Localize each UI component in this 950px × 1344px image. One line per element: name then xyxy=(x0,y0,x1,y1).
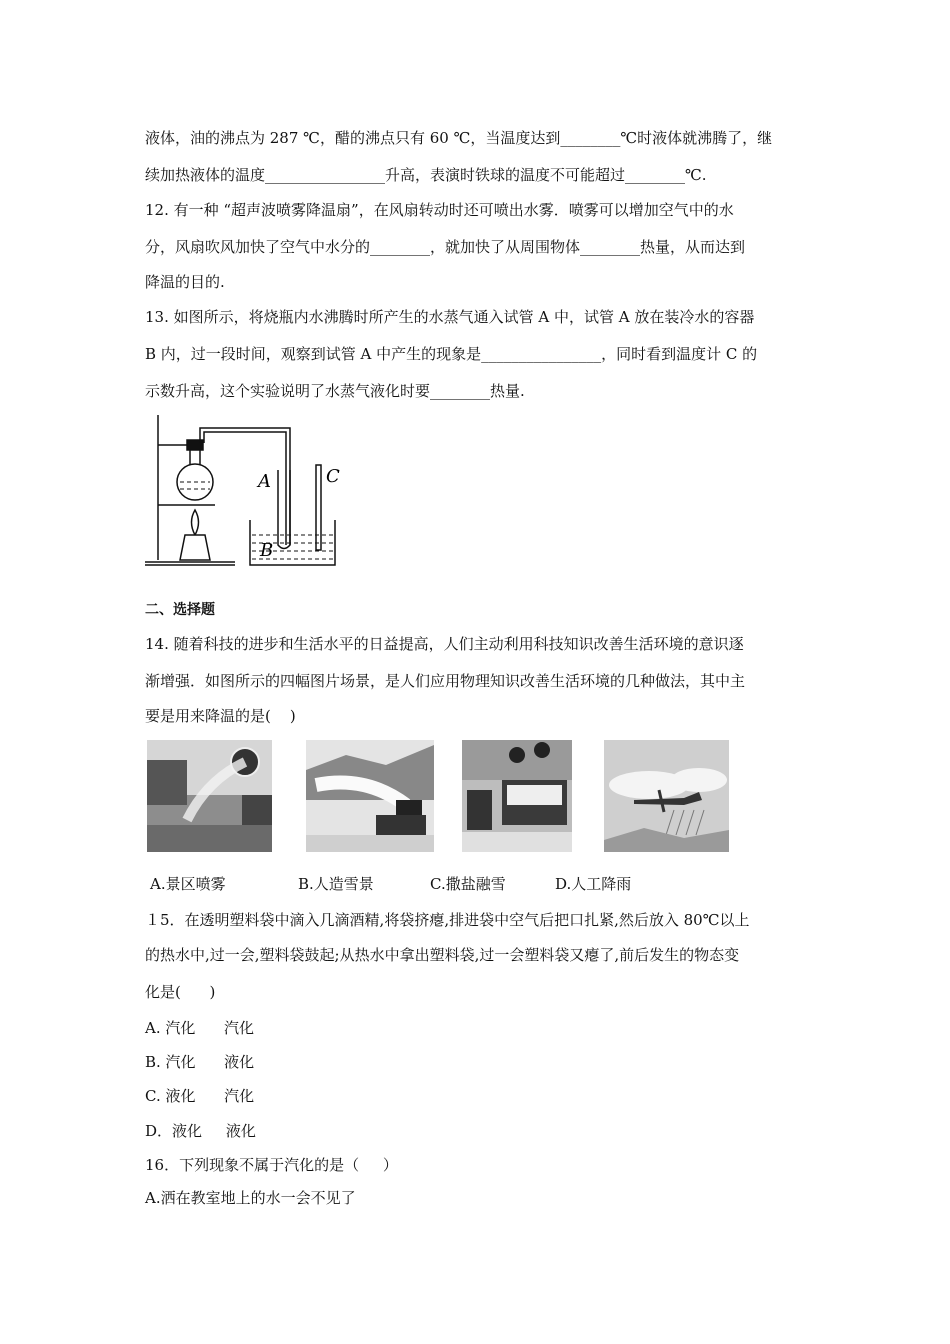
q15-option-c: C. 液化 汽化 xyxy=(145,1087,255,1105)
q12-line-3: 降温的目的. xyxy=(145,273,225,291)
option-d-caption: D.人工降雨 xyxy=(555,875,632,893)
label-a: A xyxy=(258,471,271,492)
q13-line-1: 13. 如图所示，将烧瓶内水沸腾时所产生的水蒸气通入试管 A 中，试管 A 放在装冷水的容器 xyxy=(145,308,755,326)
q12-line-1: 12. 有一种 “超声波喷雾降温扇”，在风扇转动时还可喷出水雾．喷雾可以增加空气中的水 xyxy=(145,201,734,219)
q12-line-2: 分，风扇吹风加快了空气中水分的________，就加快了从周围物体________热量，从而达到 xyxy=(145,238,746,256)
q15-option-b: B. 汽化 液化 xyxy=(145,1053,255,1071)
q14-line-3: 要是用来降温的是( ) xyxy=(145,707,296,725)
q15-line-1: １5．在透明塑料袋中滴入几滴酒精,将袋挤瘪,排进袋中空气后把口扎紧,然后放入 80℃以上 xyxy=(145,911,750,929)
q14-line-2: 渐增强．如图所示的四幅图片场景，是人们应用物理知识改善生活环境的几种做法，其中主 xyxy=(145,672,746,690)
option-a-caption: A.景区喷雾 xyxy=(150,875,226,893)
option-c-caption: C.撒盐融雪 xyxy=(430,875,506,893)
q15-option-a: A. 汽化 汽化 xyxy=(145,1019,254,1037)
label-b: B xyxy=(260,540,274,561)
snow-cannon-photo xyxy=(306,740,434,852)
q13-line-2: B 内，过一段时间，观察到试管 A 中产生的现象是________________，同时看到温度计 C 的 xyxy=(145,345,758,363)
q16-stem: 16．下列现象不属于汽化的是（ ） xyxy=(145,1156,398,1174)
q11-line-2: 续加热液体的温度________________升高，表演时铁球的温度不可能超过________℃. xyxy=(145,166,707,184)
q13-line-3: 示数升高，这个实验说明了水蒸气液化时要________热量. xyxy=(145,382,525,400)
label-c: C xyxy=(326,466,340,487)
q11-line-1: 液体，油的沸点为 287 ℃，醋的沸点只有 60 ℃，当温度达到________℃时液体就沸腾了，继 xyxy=(145,129,773,147)
mist-spray-photo xyxy=(147,740,272,852)
option-b-caption: B.人造雪景 xyxy=(298,875,374,893)
q15-line-2: 的热水中,过一会,塑料袋鼓起;从热水中拿出塑料袋,过一会塑料袋又瘪了,前后发生的物态变 xyxy=(145,946,740,964)
boiling-apparatus-figure xyxy=(140,410,350,570)
salt-truck-photo xyxy=(462,740,572,852)
q15-line-3: 化是( ) xyxy=(145,983,216,1001)
cloud-seeding-plane-photo xyxy=(604,740,729,852)
q14-line-1: 14. 随着科技的进步和生活水平的日益提高，人们主动利用科技知识改善生活环境的意识逐 xyxy=(145,635,744,653)
section-title: 二、选择题 xyxy=(145,602,215,618)
q16-option-a: A.洒在教室地上的水一会不见了 xyxy=(145,1189,356,1207)
q15-option-d: D．液化 液化 xyxy=(145,1122,256,1140)
